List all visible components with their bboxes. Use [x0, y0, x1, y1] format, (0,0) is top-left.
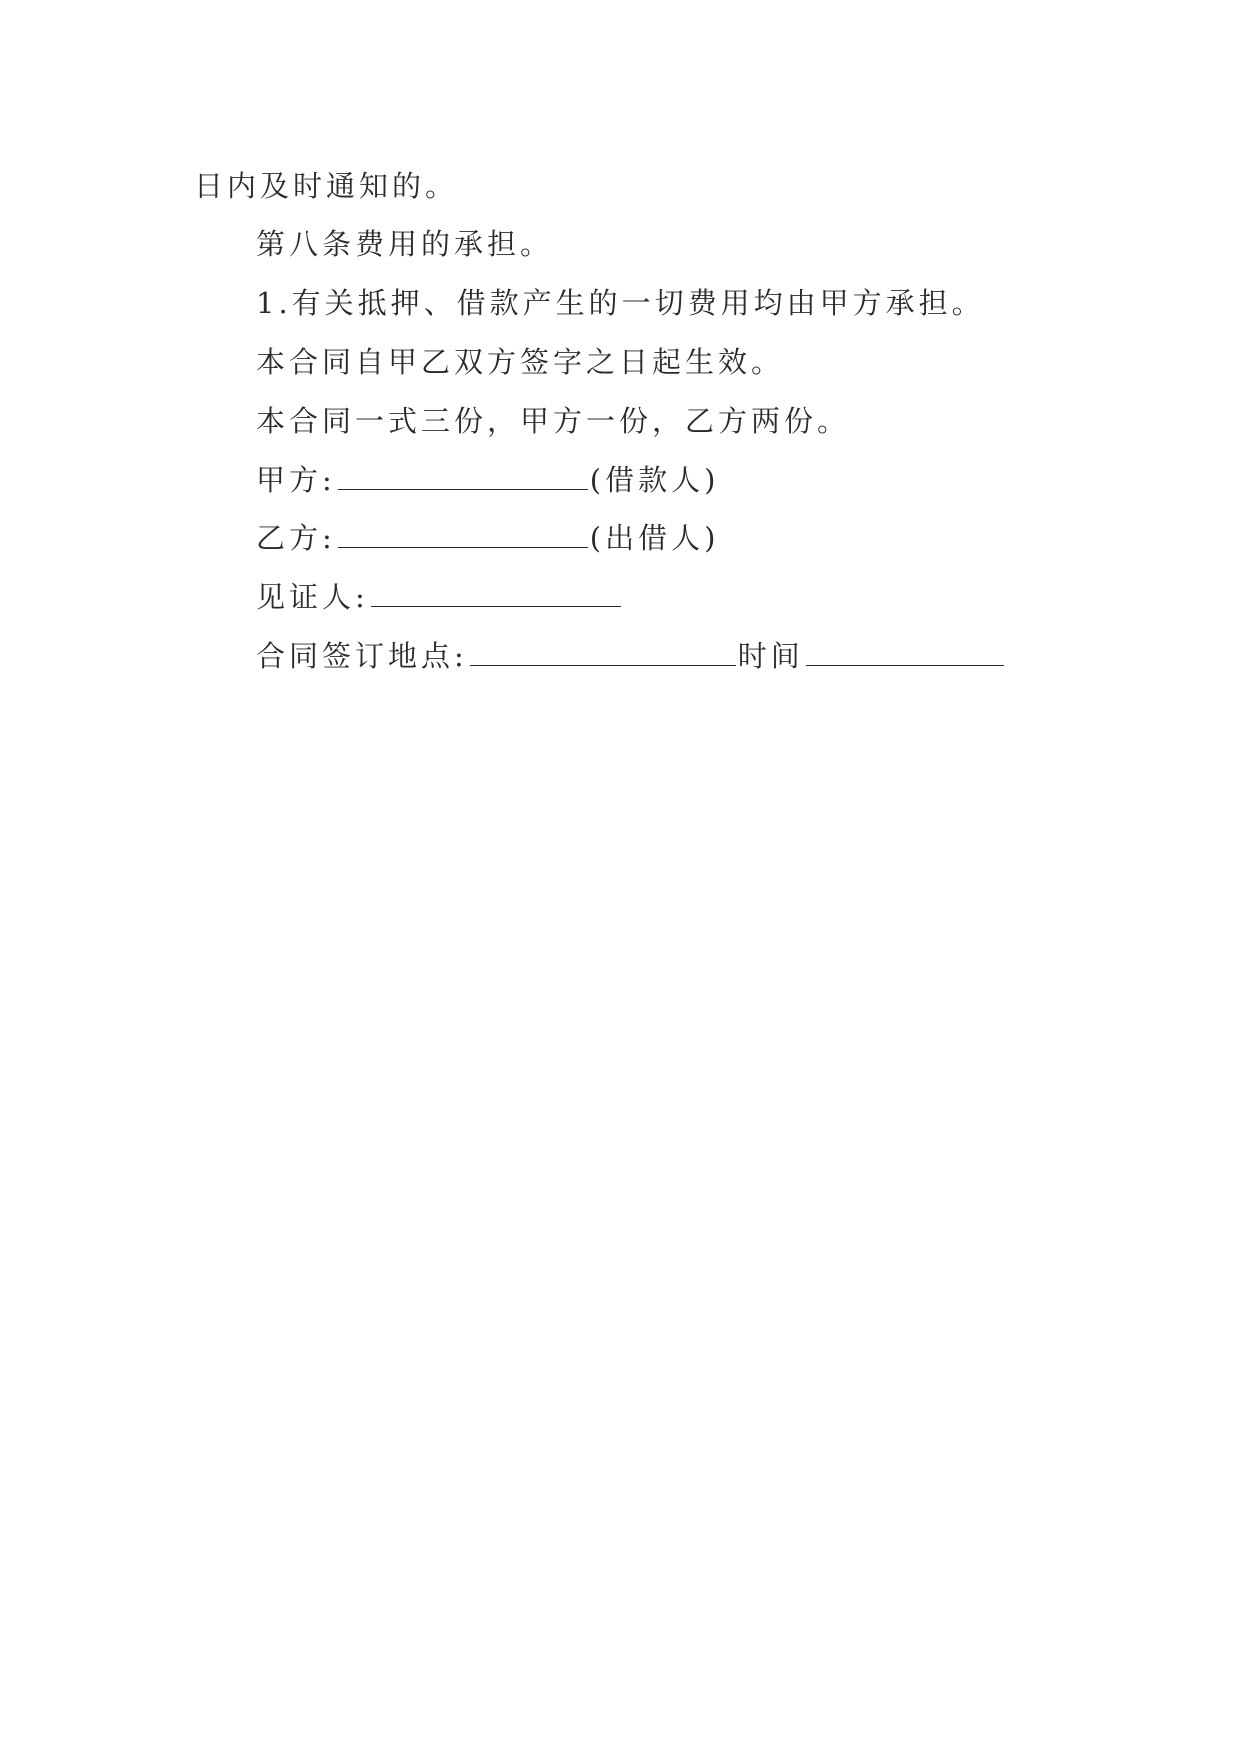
party-b-label: 乙方: — [256, 521, 336, 555]
party-a-label: 甲方: — [256, 463, 336, 497]
place-blank — [470, 639, 736, 666]
time-label: 时间 — [737, 639, 804, 673]
text-line-notice: 日内及时通知的。 — [194, 169, 459, 203]
party-a-role: (借款人) — [589, 463, 720, 497]
party-b-blank — [338, 521, 588, 548]
party-a-signature-line — [256, 460, 719, 500]
witness-signature-line — [256, 577, 623, 617]
effective-clause: 本合同自甲乙双方签字之日起生效。 — [256, 345, 785, 379]
witness-blank — [371, 580, 621, 607]
time-blank — [806, 639, 1004, 666]
copies-clause: 本合同一式三份，甲方一份，乙方两份。 — [256, 404, 851, 438]
clause-1: 1.有关抵押、借款产生的一切费用均由甲方承担。 — [256, 286, 985, 320]
place-time-line — [256, 636, 1006, 676]
article-heading: 第八条费用的承担。 — [256, 227, 554, 261]
party-b-signature-line — [256, 518, 719, 558]
party-a-blank — [338, 463, 588, 490]
witness-label: 见证人: — [256, 580, 369, 614]
place-label: 合同签订地点: — [256, 639, 468, 673]
party-b-role: (出借人) — [589, 521, 720, 555]
